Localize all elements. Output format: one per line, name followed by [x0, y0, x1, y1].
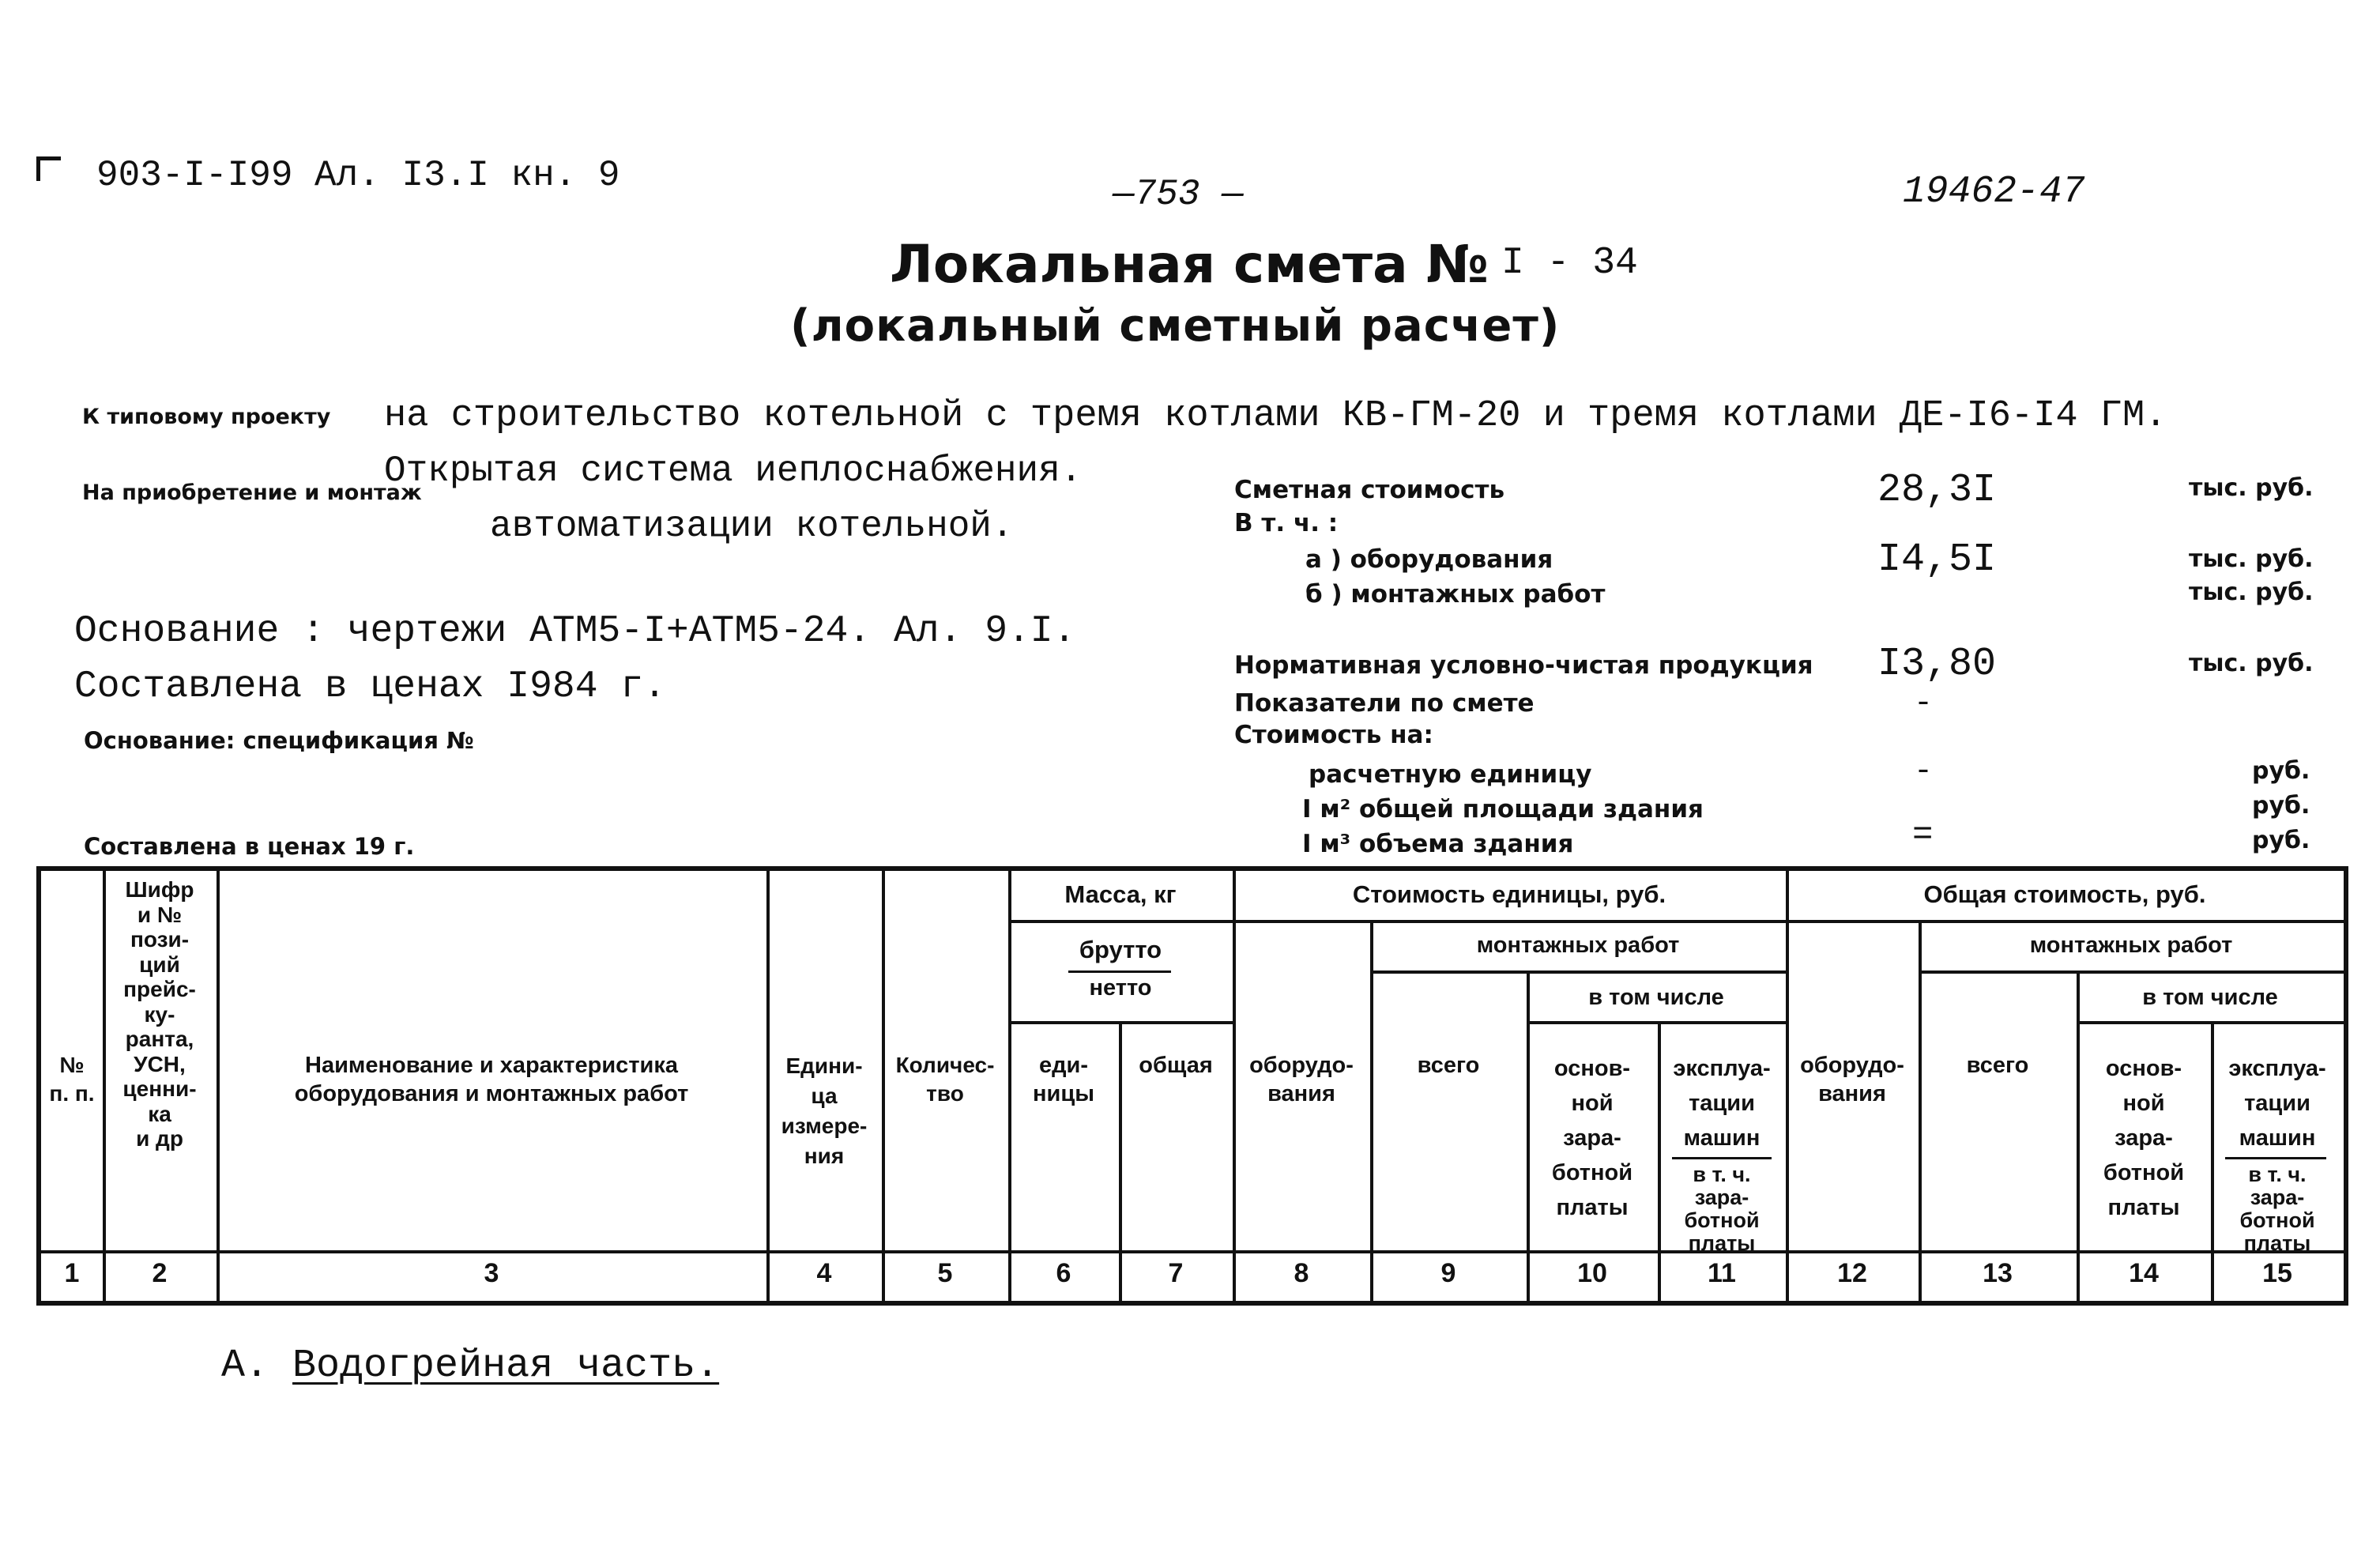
col-number-6: 6	[1056, 1258, 1071, 1288]
col-number-13: 13	[1983, 1258, 2013, 1288]
header-total-incl: в том числе	[2142, 985, 2278, 1010]
estimate-number: I - 34	[1501, 242, 1638, 285]
prices-label: Составлена в ценах 19 г.	[84, 833, 415, 860]
estimated-cost-value: 28,3I	[1877, 468, 1997, 513]
installation-unit: тыс. руб.	[2189, 579, 2314, 606]
header-unit-wages: основ- ной зара- ботной платы	[1551, 1056, 1633, 1220]
header-no: № п. п.	[49, 1053, 95, 1106]
col-number-2: 2	[152, 1258, 168, 1288]
col-number-8: 8	[1294, 1258, 1309, 1288]
equipment-value: I4,5I	[1877, 537, 1997, 582]
header-mass-unit: еди- ницы	[1033, 1053, 1094, 1106]
header-total-cost: Общая стоимость, руб.	[1923, 880, 2206, 908]
col-number-7: 7	[1168, 1258, 1184, 1288]
col-number-15: 15	[2262, 1258, 2292, 1288]
section-title: Водогрейная часть.	[292, 1344, 720, 1389]
header-unit-installation: монтажных работ	[1476, 933, 1680, 958]
including-label: В т. ч. :	[1234, 509, 1339, 537]
col-number-5: 5	[937, 1258, 953, 1288]
area-cost-unit: руб.	[2252, 792, 2310, 820]
header-unit-incl: в том числе	[1588, 985, 1724, 1010]
header-unit-total: всего	[1417, 1053, 1480, 1078]
volume-cost-label: I м³ объема здания	[1302, 830, 1574, 858]
header-unit-machines-wages: в т. ч. зара- ботной платы	[1684, 1163, 1760, 1255]
estimated-cost-label: Сметная стоимость	[1234, 476, 1505, 504]
net-product-unit: тыс. руб.	[2189, 650, 2314, 677]
page-subtitle: (локальный сметный расчет)	[790, 300, 1561, 352]
header-name: Наименование и характеристика оборудования и монтажных работ	[294, 1053, 689, 1106]
col-number-4: 4	[816, 1258, 832, 1288]
header-total-total: всего	[1966, 1053, 2029, 1078]
prices-typed: Составлена в ценах I984 г.	[74, 665, 666, 708]
header-quantity: Количес- тво	[895, 1053, 995, 1106]
equipment-label: а ) оборудования	[1305, 545, 1553, 574]
header-total-equipment: оборудо- вания	[1800, 1053, 1904, 1106]
project-line-2: Открытая система иеплоснабжения.	[384, 450, 1083, 492]
cost-per-label: Стоимость на:	[1234, 721, 1433, 749]
col-number-14: 14	[2129, 1258, 2159, 1288]
header-unit-cost: Стоимость единицы, руб.	[1352, 880, 1666, 908]
section-prefix: А.	[221, 1344, 269, 1389]
document-reference: 903-I-I99 Ал. I3.I кн. 9	[96, 155, 620, 196]
project-line-3: автоматизации котельной.	[490, 506, 1014, 547]
net-product-label: Нормативная условно-чистая продукция	[1234, 651, 1813, 680]
header-mass: Масса, кг	[1064, 880, 1177, 908]
page-title: Локальная смета №	[890, 234, 1489, 295]
unit-cost-value: -	[1914, 754, 1934, 790]
header-unit-machines: эксплуа- тации машин	[1673, 1056, 1771, 1151]
header-unit-equipment: оборудо- вания	[1249, 1053, 1354, 1106]
header-total-wages: основ- ной зара- ботной платы	[2103, 1056, 2185, 1220]
estimated-cost-unit: тыс. руб.	[2189, 474, 2314, 502]
net-product-value: I3,80	[1877, 642, 1997, 687]
indicators-value: -	[1914, 686, 1934, 722]
equipment-unit: тыс. руб.	[2189, 545, 2314, 573]
project-line-1: на строительство котельной с тремя котлами КВ-ГМ-20 и тремя котлами ДЕ-I6-I4 ГМ.	[384, 395, 2167, 437]
col-number-1: 1	[64, 1258, 80, 1288]
volume-cost-unit: руб.	[2252, 827, 2310, 854]
header-mass-total: общая	[1139, 1053, 1213, 1078]
header-brutto: брутто	[1079, 936, 1162, 963]
header-total-machines-wages: в т. ч. зара- ботной платы	[2239, 1163, 2315, 1255]
header-total-machines: эксплуа- тации машин	[2228, 1056, 2326, 1151]
section-heading	[221, 1344, 719, 1389]
col-number-10: 10	[1577, 1258, 1607, 1288]
col-number-3: 3	[484, 1258, 499, 1288]
registration-number: 19462-47	[1903, 171, 2085, 213]
installation-label: б ) монтажных работ	[1305, 580, 1606, 609]
col-number-12: 12	[1837, 1258, 1867, 1288]
header-total-installation: монтажных работ	[2029, 933, 2233, 958]
page-number: —753 —	[1113, 174, 1244, 215]
indicators-label: Показатели по смете	[1234, 689, 1535, 718]
basis-typed: Основание : чертежи АТМ5-I+АТМ5-24. Ал. 9.I.	[74, 610, 1076, 653]
unit-cost-label: расчетную единицу	[1309, 760, 1592, 789]
col-number-11: 11	[1708, 1258, 1736, 1288]
volume-cost-value: =	[1912, 816, 1934, 855]
header-netto: нетто	[1089, 975, 1152, 1001]
corner-mark	[36, 156, 61, 181]
area-cost-label: I м² общей площади здания	[1302, 795, 1704, 823]
estimate-table	[36, 866, 2348, 1306]
header-code: Шифр и № пози- ций прейс- ку- ранта, УСН, ценни- ка и др	[122, 877, 197, 1151]
col-number-9: 9	[1440, 1258, 1456, 1288]
basis-label: Основание: спецификация №	[84, 727, 474, 754]
acquisition-label: На приобретение и монтаж	[82, 481, 422, 505]
unit-cost-unit: руб.	[2252, 757, 2310, 785]
to-project-label: К типовому проекту	[82, 405, 331, 429]
header-unit: Едини- ца измере- ния	[781, 1053, 868, 1168]
